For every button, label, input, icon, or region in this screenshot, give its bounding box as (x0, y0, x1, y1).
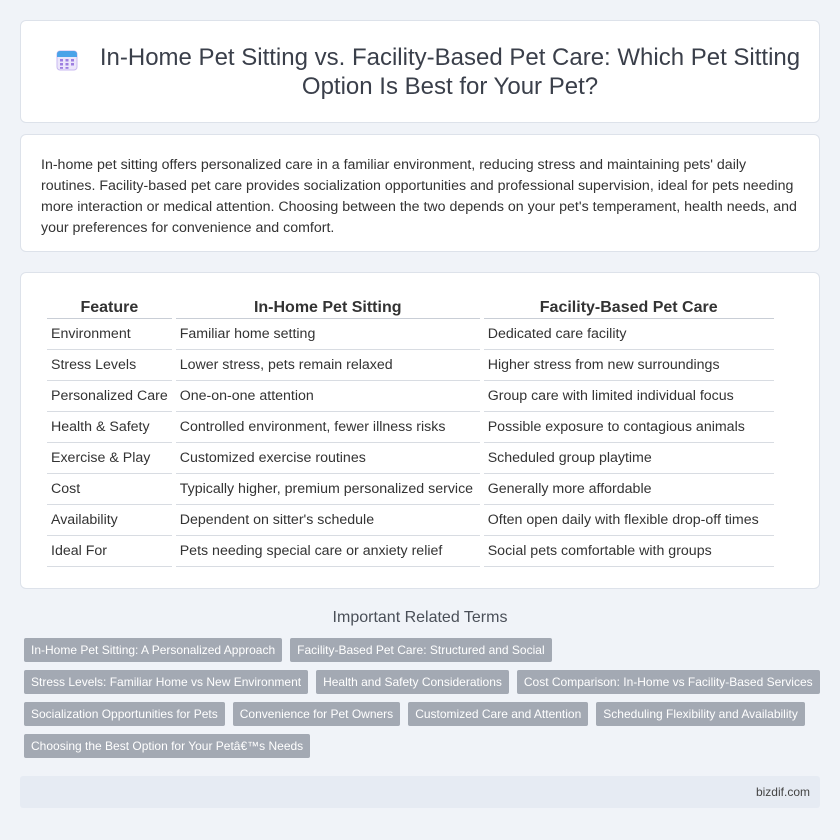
table-cell: Health & Safety (47, 412, 172, 443)
table-cell: Social pets comfortable with groups (484, 536, 774, 567)
related-terms-tags (20, 638, 820, 766)
table-cell: Personalized Care (47, 381, 172, 412)
table-cell: Possible exposure to contagious animals (484, 412, 774, 443)
table-row (47, 536, 774, 567)
column-header-facility: Facility-Based Pet Care (484, 297, 774, 319)
related-term-tag[interactable]: Facility-Based Pet Care: Structured and Social (290, 638, 551, 662)
table-cell: Stress Levels (47, 350, 172, 381)
related-term-tag[interactable]: Cost Comparison: In-Home vs Facility-Based Services (517, 670, 820, 694)
summary-card (20, 134, 820, 252)
table-cell: Generally more affordable (484, 474, 774, 505)
table-cell: Lower stress, pets remain relaxed (176, 350, 480, 381)
table-header-row (47, 297, 774, 319)
related-term-tag[interactable]: Stress Levels: Familiar Home vs New Environment (24, 670, 308, 694)
related-terms-heading: Important Related Terms (332, 609, 508, 626)
table-cell: Higher stress from new surroundings (484, 350, 774, 381)
table-cell: Dedicated care facility (484, 319, 774, 350)
comparison-table (43, 297, 778, 567)
tag-row (20, 670, 820, 694)
table-cell: Ideal For (47, 536, 172, 567)
table-row (47, 474, 774, 505)
table-cell: Familiar home setting (176, 319, 480, 350)
summary-paragraph: In-home pet sitting offers personalized care in a familiar environment, reducing stress and maintaining pets' daily routines. Facility-based pet care provides socialization opportunities and professional supervision, ideal for pets needing more interaction or medical attention. Choosing between the two depends on your pet's temperament, health needs, and your preferences for convenience and comfort. (41, 157, 797, 236)
tag-row (20, 638, 820, 662)
related-term-tag[interactable]: In-Home Pet Sitting: A Personalized Approach (24, 638, 282, 662)
table-cell: One-on-one attention (176, 381, 480, 412)
title-card (20, 20, 820, 123)
tag-row (20, 734, 820, 758)
table-row (47, 505, 774, 536)
table-row (47, 412, 774, 443)
related-term-tag[interactable]: Customized Care and Attention (408, 702, 588, 726)
related-term-tag[interactable]: Socialization Opportunities for Pets (24, 702, 225, 726)
table-cell: Often open daily with flexible drop-off times (484, 505, 774, 536)
table-cell: Pets needing special care or anxiety relief (176, 536, 480, 567)
related-term-tag[interactable]: Scheduling Flexibility and Availability (596, 702, 805, 726)
table-cell: Typically higher, premium personalized service (176, 474, 480, 505)
table-cell: Availability (47, 505, 172, 536)
table-row (47, 381, 774, 412)
related-term-tag[interactable]: Health and Safety Considerations (316, 670, 509, 694)
column-header-feature: Feature (47, 297, 172, 319)
table-row (47, 319, 774, 350)
table-cell: Controlled environment, fewer illness risks (176, 412, 480, 443)
footer-bar (20, 776, 820, 808)
page-title: In-Home Pet Sitting vs. Facility-Based Pet Care: Which Pet Sitting Option Is Best for Your Pet? (99, 43, 801, 100)
table-row (47, 350, 774, 381)
related-term-tag[interactable]: Choosing the Best Option for Your Petâ€™s Needs (24, 734, 310, 758)
table-cell: Group care with limited individual focus (484, 381, 774, 412)
table-cell: Customized exercise routines (176, 443, 480, 474)
related-term-tag[interactable]: Convenience for Pet Owners (233, 702, 400, 726)
table-cell: Environment (47, 319, 172, 350)
table-row (47, 443, 774, 474)
site-credit[interactable]: bizdif.com (755, 785, 810, 799)
column-header-in-home: In-Home Pet Sitting (176, 297, 480, 319)
table-cell: Dependent on sitter's schedule (176, 505, 480, 536)
table-cell: Scheduled group playtime (484, 443, 774, 474)
table-cell: Exercise & Play (47, 443, 172, 474)
tag-row (20, 702, 820, 726)
comparison-card (20, 272, 820, 589)
table-cell: Cost (47, 474, 172, 505)
